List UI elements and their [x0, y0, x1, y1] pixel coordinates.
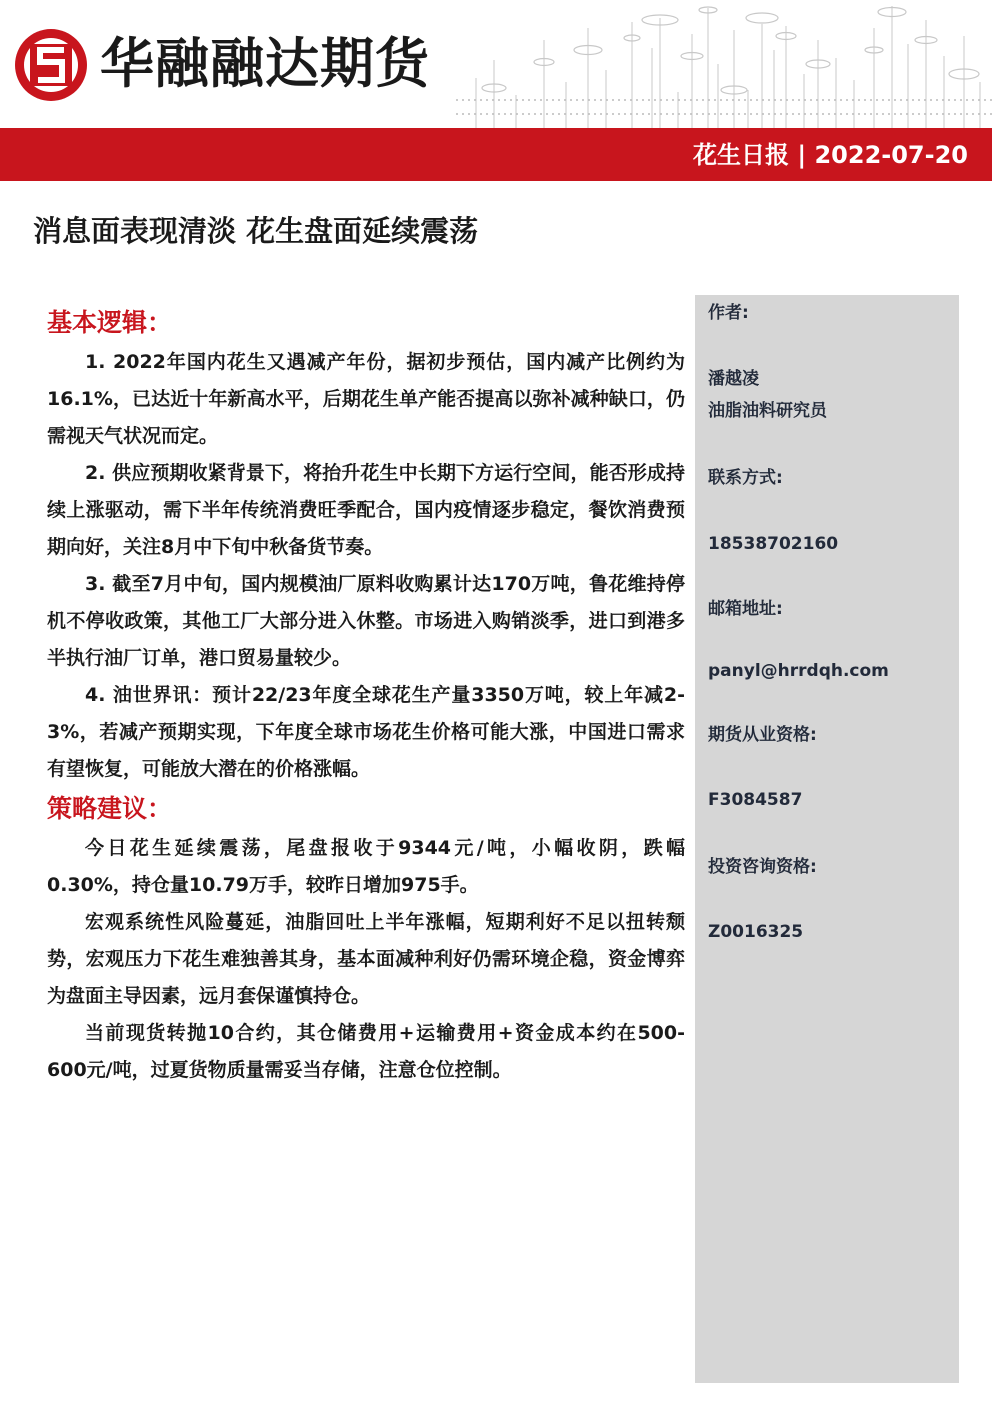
paragraph: 4. 油世界讯：预计22/23年度全球花生产量3350万吨，较上年减2-3%，若减产预期实现，下年度全球市场花生价格可能大涨，中国进口需求有望恢复，可能放大潜在的价格涨幅。 — [47, 684, 685, 780]
paragraph: 宏观系统性风险蔓延，油脂回吐上半年涨幅，短期利好不足以扭转颓势，宏观压力下花生难独善其身，基本面减种利好仍需环境企稳，资金博弈为盘面主导因素，远月套保谨慎持仓。 — [47, 911, 685, 1007]
header-band — [0, 128, 992, 181]
company-name: 华融融达期货 — [100, 32, 430, 95]
paragraph: 1. 2022年国内花生又遇减产年份，据初步预估，国内减产比例约为16.1%，已达近十年新高水平，后期花生单产能否提高以弥补减种缺口，仍需视天气状况而定。 — [47, 351, 685, 447]
strategy-heading: 策略建议： — [47, 794, 173, 823]
author-sidebar — [695, 295, 959, 1383]
paragraph: 2. 供应预期收紧背景下，将抬升花生中长期下方运行空间，能否形成持续上涨驱动，需下半年传统消费旺季配合，国内疫情逐步稳定，餐饮消费预期向好，关注8月中下旬中秋备货节奏。 — [47, 462, 685, 558]
page-title: 消息面表现清淡 花生盘面延续震荡 — [33, 214, 479, 248]
contact-label: 联系方式: — [708, 468, 783, 488]
paragraph: 今日花生延续震荡，尾盘报收于9344元/吨，小幅收阴，跌幅0.30%，持仓量10.79万手，较昨日增加975手。 — [47, 837, 685, 896]
company-logo-icon — [12, 26, 90, 104]
futures-cert-number: F3084587 — [708, 790, 803, 810]
basic-logic-heading: 基本逻辑： — [47, 308, 173, 337]
futures-cert-label: 期货从业资格: — [708, 725, 817, 745]
main-content — [47, 302, 685, 1089]
consult-cert-label: 投资咨询资格: — [708, 857, 817, 877]
paragraph: 当前现货转抛10合约，其仓储费用+运输费用+资金成本约在500-600元/吨，过夏货物质量需妥当存储，注意仓位控制。 — [47, 1022, 685, 1081]
phone-number: 18538702160 — [708, 534, 839, 554]
author-title: 油脂油料研究员 — [708, 401, 827, 421]
paragraph: 3. 截至7月中旬，国内规模油厂原料收购累计达170万吨，鲁花维持停机不停收政策，其他工厂大部分进入休整。市场进入购销淡季，进口到港多半执行油厂订单，港口贸易量较少。 — [47, 573, 685, 669]
author-label: 作者: — [708, 303, 749, 323]
consult-cert-number: Z0016325 — [708, 922, 804, 942]
header-decoration — [456, 0, 992, 128]
author-name: 潘越凌 — [708, 369, 759, 389]
report-date-label: 花生日报 | 2022-07-20 — [693, 141, 968, 169]
email-label: 邮箱地址: — [708, 599, 783, 619]
email-link[interactable]: panyl@hrrdqh.com — [708, 661, 889, 681]
